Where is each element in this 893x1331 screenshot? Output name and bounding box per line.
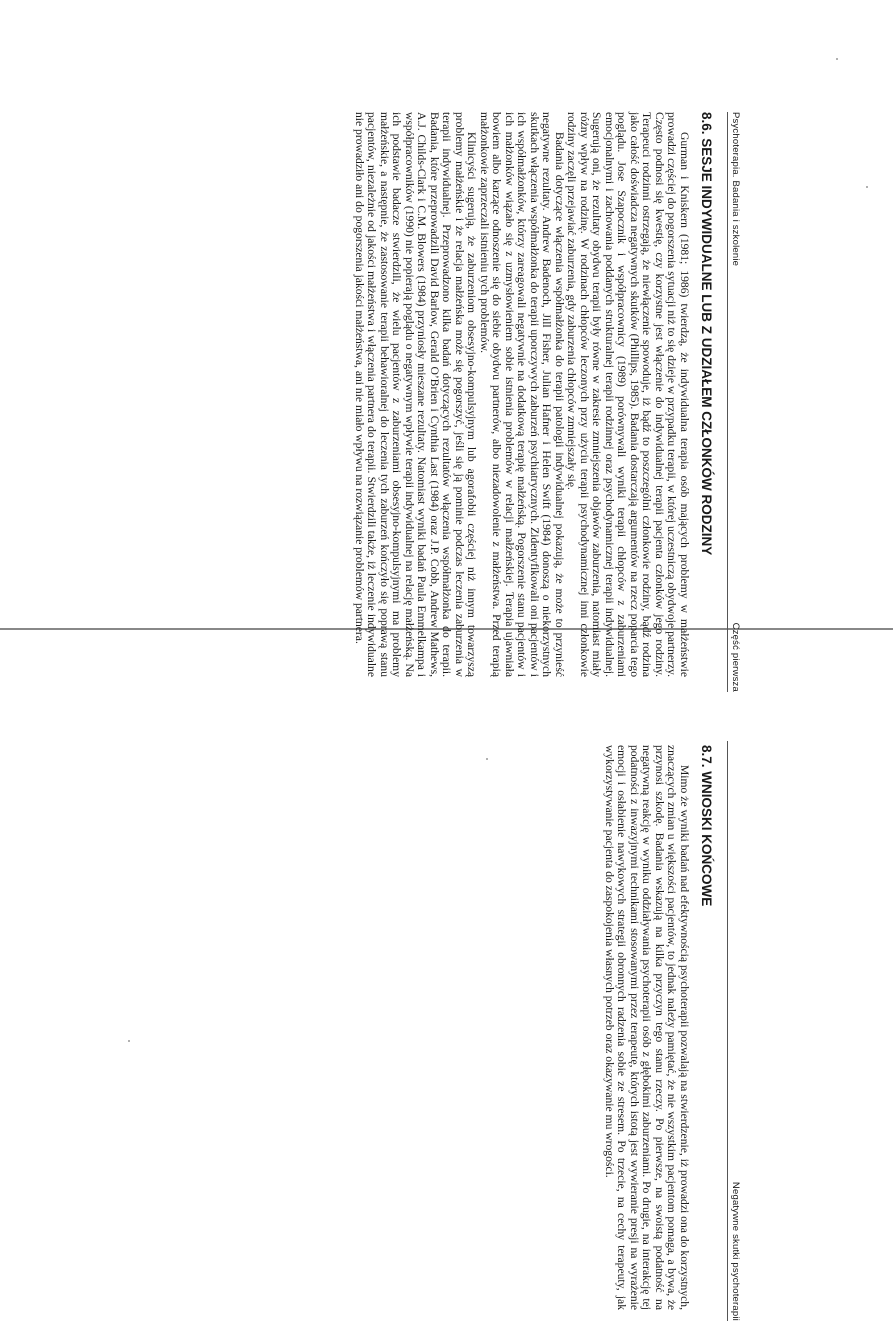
right-page-body [603,741,715,1310]
running-header-book-title: Psychoterapia. Badania i szkolenie [730,112,741,267]
section-title-8-7: 8.7. WNIOSKI KOŃCOWE [699,745,714,907]
paragraph-2: Badania dotyczące włączenia współmałżonka do terapii patologii indywidualnej pokazują, że może to przynieść negatywne rezultaty. Andrew Badenoch, Jill Fisher, Julian Hafner i Helen Swift (1984) donoszą o niekorzystnych skutkach włączenia współmałżonka do terapii uporczywych zaburzeń psychiatrycznych. Zidentyfikowali oni pacjentów i ich współmałżonków, którzy zareagowali negatywnie na dodatkową terapię małżeńską. Pogorszenie stanu pacjentów i ich małżonków wiązało się z uzmysłowieniem sobie istnienia problemów w relacji małżeńskiej. Terapia ujawniała bowiem albo karzące odnoszenie się do siebie obydwu partnerów, albo niezadowolenie z małżeństwa. Przed terapią małżonkowie zaprzeczali istnieniu tych problemów. [478,112,566,677]
running-header [727,112,744,692]
running-header-chapter-title: Negatywne skutki psychoterapii [730,1181,741,1321]
left-page-body [353,112,715,677]
paragraph-1: Gurman i Kniskern (1981; 1986) twierdzą, że indywidualna terapia osób mających problemy w małżeństwie prowadzi częściej do pogorszenia sytuacji niż to się dzieje w przypadku terapii, w której uczestniczą obydwoje partnerzy. Często podnosi się kwestię, czy korzystne jest włączenie do indywidualnej terapii pacjenta członków jego rodziny. Terapeuci rodzinni ostrzegają, że niewłączenie spowoduje, iż bądź to poszczególni członkowie rodziny, bądź rodzina jako całość doświadcza negatywnych skutków (Phillips, 1985). Badania dostarczają argumentów na rzecz poparcia tego poglądu. Jose Szapocznik i współpracownicy (1989) porównywali wyniki terapii chłopców z zaburzeniami emocjonalnymi i zachowania poddanych strukturalnej terapii rodzinnej oraz psychodynamicznej terapii indywidualnej. Sugerują oni, że rezultaty obydwu terapii były równe w zakresie zmniejszenia objawów zaburzenia, natomiast miały różny wpływ na rodzinę. W rodzinach chłopców leczonych przy użyciu terapii psychodynamicznej inni członkowie rodziny zaczęli przejawiać zaburzenia, gdy zaburzenia chłopców zmniejszały się. [565,112,691,677]
scan-speck [836,58,838,60]
section-title-8-6: 8.6. SESJE INDYWIDUALNE LUB Z UDZIAŁEM CZŁONKÓW RODZINY [699,112,714,556]
running-header-part: Część pierwsza [730,622,741,692]
scan-speck [486,758,488,760]
right-page [0,741,744,1331]
scan-speck [128,1040,130,1042]
left-page [0,112,744,702]
paragraph-1: Mimo że wyniki badań nad efektywnością psychoterapii pozwalają na stwierdzenie, iż prowadzi ona do korzystnych, znaczących zmian u większości pacjentów, to jednak należy pamiętać, że nie wszystkim pacjentom pomaga, a bywa, że przynosi szkodę. Badania wskazują na kilka przyczyn tego stanu rzeczy. Po pierwsze, na swoistą podatność na negatywną reakcję w wyniku oddziaływania psychoterapii osób z głębokimi zaburzeniami. Po drugie, na interakcję tej podatności z inwazyjnymi technikami stosowanymi przez terapeutę, których istotą jest wywieranie presji na wyrażenie emocji i osłabienie nawykowych strategii obronnych radzenia sobie ze stresem. Po trzecie, na cechy terapeuty, jak wykorzystywanie pacjenta do zaspokojenia własnych potrzeb oraz okazywanie mu wrogości. [603,745,691,1310]
scan-speck [866,186,868,188]
running-header [727,741,744,1321]
paragraph-3: Klinicyści sugerują, że zaburzeniom obsesyjno-kompulsyjnym lub agorafobii częściej niż innym towarzyszą problemy małżeńskie i że relacja małżeńska może się pogorszyć, jeśli się ją pominie podczas leczenia zaburzenia w terapii indywidualnej. Przeprowadzono kilka badań dotyczących rezultatów włączenia współmałżonka do terapii. Badania, które przeprowadzili David Barlow, Gerald O’Brien i Cynthia Last (1984) oraz J.P. Cobb, Andrew Mathews, A.J. Childs-Clark i C.M. Blowers (1984) przyniosły mieszane rezultaty. Natomiast wyniki badań Paula Emmelkampa i współpracowników (1990) nie popierają poglądu o negatywnym wpływie terapii indywidualnej na relację małżeńską. Na ich podstawie badacze stwierdzili, że wielu pacjentów z zaburzeniami obsesyjno-kompulsyjnymi ma problemy małżeńskie, a następnie, że zastosowanie terapii behawioralnej do leczenia tych zaburzeń kończyło się poprawą stanu pacjentów, niezależnie od jakości małżeństwa i włączenia partnera do terapii. Stwierdzili także, iż leczenie indywidualne nie prowadziło ani do pogorszenia jakości małżeństwa, ani nie miało wpływu na rozwiązanie problemów partnera. [353,112,479,677]
